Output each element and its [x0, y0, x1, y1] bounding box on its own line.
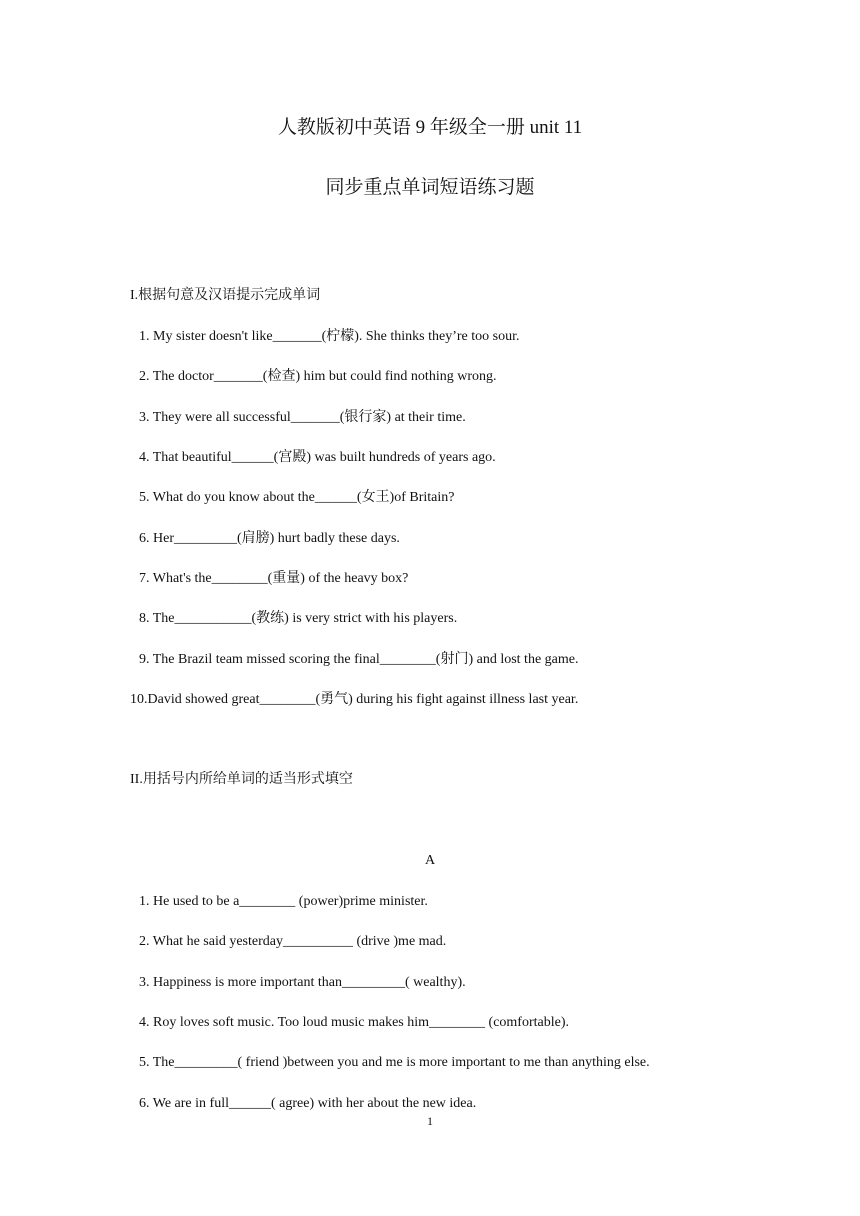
exercise-item: 6. We are in full______( agree) with her about the new idea.	[139, 1096, 477, 1111]
exercise-item: 2. What he said yesterday__________ (drive )me mad.	[139, 934, 447, 949]
section-2-heading: II.用括号内所给单词的适当形式填空	[130, 772, 353, 787]
exercise-item: 4. That beautiful______(宫殿) was built hundreds of years ago.	[139, 450, 496, 465]
section-1-heading: I.根据句意及汉语提示完成单词	[130, 288, 321, 303]
exercise-item: 5. What do you know about the______(女王)of Britain?	[139, 490, 455, 505]
exercise-item: 4. Roy loves soft music. Too loud music makes him________ (comfortable).	[139, 1015, 569, 1030]
exercise-item: 7. What's the________(重量) of the heavy box?	[139, 571, 409, 586]
exercise-item: 1. My sister doesn't like_______(柠檬). She thinks they’re too sour.	[139, 329, 520, 344]
exercise-item: 3. Happiness is more important than_________( wealthy).	[139, 975, 466, 990]
page-number: 1	[427, 1114, 433, 1128]
document-title: 人教版初中英语 9 年级全一册 unit 11	[277, 117, 583, 138]
exercise-item: 1. He used to be a________ (power)prime minister.	[139, 894, 428, 909]
exercise-item: 9. The Brazil team missed scoring the final________(射门) and lost the game.	[139, 652, 579, 667]
document-subtitle: 同步重点单词短语练习题	[325, 177, 535, 198]
part-a-heading: A	[424, 853, 436, 868]
exercise-item: 2. The doctor_______(检查) him but could find nothing wrong.	[139, 369, 497, 384]
exercise-item: 6. Her_________(肩膀) hurt badly these days.	[139, 531, 400, 546]
exercise-item: 5. The_________( friend )between you and me is more important to me than anything else.	[139, 1055, 650, 1070]
exercise-item: 8. The___________(教练) is very strict with his players.	[139, 611, 458, 626]
exercise-item: 10.David showed great________(勇气) during his fight against illness last year.	[130, 692, 579, 707]
exercise-item: 3. They were all successful_______(银行家) at their time.	[139, 410, 466, 425]
